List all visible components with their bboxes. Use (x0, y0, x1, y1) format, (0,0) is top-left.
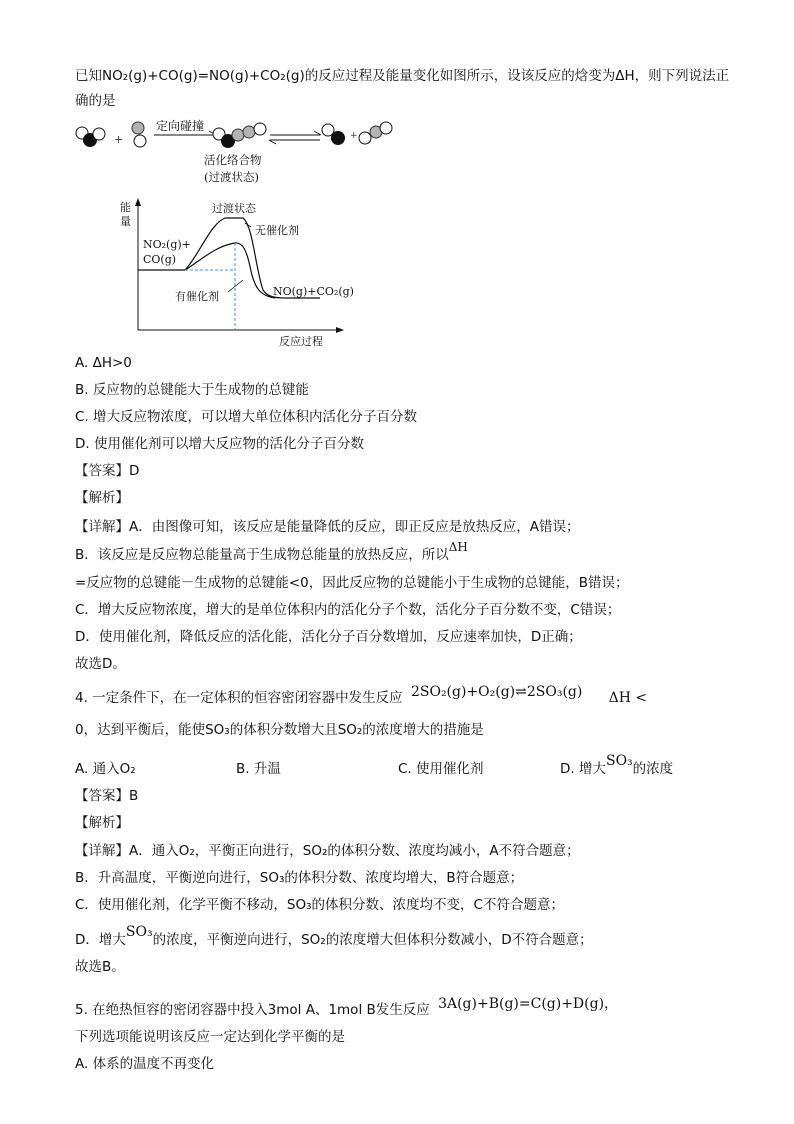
q3-detail-a: 【详解】A．由图像可知，该反应是能量降低的反应，即正反应是放热反应，A错误； (75, 519, 580, 535)
q4-dh: ΔH < (608, 690, 648, 706)
q4-option-d-formula: SO₃ (605, 753, 633, 769)
complex-label: 活化络合物 (204, 153, 262, 167)
energy-profile-diagram (115, 196, 365, 348)
q4-detail-d-prefix: D．增大 (75, 932, 126, 948)
transition-paren-label: (过渡状态) (204, 170, 259, 184)
answer-value: D (129, 463, 140, 479)
x-axis-label: 反应过程 (279, 335, 323, 348)
q4-option-d-suffix: 的浓度 (632, 761, 674, 777)
molecule-collision-diagram (70, 118, 410, 190)
product-label: NO(g)+CO₂(g) (273, 285, 354, 298)
q5-equation: 3A(g)+B(g)=C(g)+D(g)， (438, 996, 619, 1012)
q4-detail-d-formula: SO₃ (125, 924, 153, 940)
q4-stem-line2: 0，达到平衡后，能使SO₃的体积分数增大且SO₂的浓度增大的措施是 (75, 722, 484, 738)
q3-option-a: A. ΔH>0 (75, 355, 132, 371)
q4-option-d-prefix: D. 增大 (560, 761, 606, 777)
q3-answer (75, 461, 139, 481)
q4-stem-prefix: 4. 一定条件下，在一定体积的恒容密闭容器中发生反应 (75, 690, 403, 706)
q3-detail-b-text: B．该反应是反应物总能量高于生成物总能量的放热反应，所以 (75, 547, 449, 563)
q3-option-b: B. 反应物的总键能大于生成物的总键能 (75, 382, 309, 398)
reactant-label-2: CO(g) (143, 253, 177, 266)
q4-stem-line1 (75, 684, 648, 708)
q5-stem-line1 (75, 996, 619, 1020)
q4-option-c: C. 使用催化剂 (398, 761, 484, 777)
q5-option-a: A. 体系的温度不再变化 (75, 1056, 215, 1072)
atom-o3 (134, 135, 146, 147)
reactant-label-1: NO₂(g)+ (143, 238, 191, 251)
q4-detail-d-suffix: 的浓度，平衡逆向进行，SO₂的浓度增大但体积分数减小，D不符合题意； (152, 932, 593, 948)
no-catalyst-label: 无催化剂 (255, 224, 299, 237)
q5-stem-prefix: 5. 在绝热恒容的密闭容器中投入3mol A、1mol B发生反应 (75, 1002, 430, 1018)
q4-detail-c: C．使用催化剂，化学平衡不移动，SO₃的体积分数、浓度均不变，C不符合题意； (75, 897, 564, 913)
q3-detail-b-cont: =反应物的总键能－生成物的总键能<0，因此反应物的总键能小于生成物的总键能，B错误； (75, 575, 629, 591)
q3-analysis-label: 【解析】 (75, 490, 129, 506)
q4-conclusion: 故选B。 (75, 959, 125, 975)
answer-value: B (129, 788, 139, 804)
atom-o2 (93, 128, 105, 140)
q3-option-d: D. 使用催化剂可以增大反应物的活化分子百分数 (75, 436, 364, 452)
q4-detail-b: B．升高温度，平衡逆向进行，SO₃的体积分数、浓度均增大，B符合题意； (75, 870, 524, 886)
q4-equation: 2SO₂(g)+O₂(g)⇌2SO₃(g) (410, 684, 583, 700)
y-axis-label-1: 能 (120, 201, 131, 214)
atom-c (132, 122, 144, 134)
answer-label: 【答案】 (75, 788, 129, 804)
q4-detail-d (75, 924, 593, 950)
q3-detail-c: C．增大反应物浓度，增大的是单位体积内的活化分子个数，活化分子百分数不变，C错误； (75, 602, 621, 618)
q3-detail-b-symbol: ΔH (448, 540, 468, 554)
plus-sign: + (114, 133, 124, 146)
y-axis-label-2: 量 (120, 215, 131, 228)
q3-stem-line1: 已知NO₂(g)+CO(g)=NO(g)+CO₂(g)的反应过程及能量变化如图所示，设该反应的焓变为ΔH，则下列说法正 (75, 68, 730, 84)
q3-conclusion: 故选D。 (75, 656, 126, 672)
svg-text:+: + (350, 131, 358, 141)
q4-option-d (560, 753, 674, 779)
q3-option-c: C. 增大反应物浓度，可以增大单位体积内活化分子百分数 (75, 409, 418, 425)
q4-detail-a: 【详解】A．通入O₂，平衡正向进行，SO₂的体积分数、浓度均减小，A不符合题意； (75, 843, 580, 859)
q4-option-a: A. 通入O₂ (75, 761, 136, 777)
q3-detail-b (75, 540, 468, 565)
collision-label: 定向碰撞 (156, 119, 205, 133)
answer-label: 【答案】 (75, 463, 129, 479)
q4-option-b: B. 升温 (236, 761, 281, 777)
q3-stem-line2: 确的是 (75, 93, 116, 109)
catalyst-label: 有催化剂 (175, 290, 219, 303)
q4-answer (75, 786, 138, 806)
q5-stem-line2: 下列选项能说明该反应一定达到化学平衡的是 (75, 1029, 345, 1045)
q3-detail-d: D．使用催化剂，降低反应的活化能，活化分子百分数增加，反应速率加快，D正确； (75, 629, 582, 645)
transition-state-label: 过渡状态 (212, 202, 256, 215)
q4-analysis-label: 【解析】 (75, 815, 129, 831)
